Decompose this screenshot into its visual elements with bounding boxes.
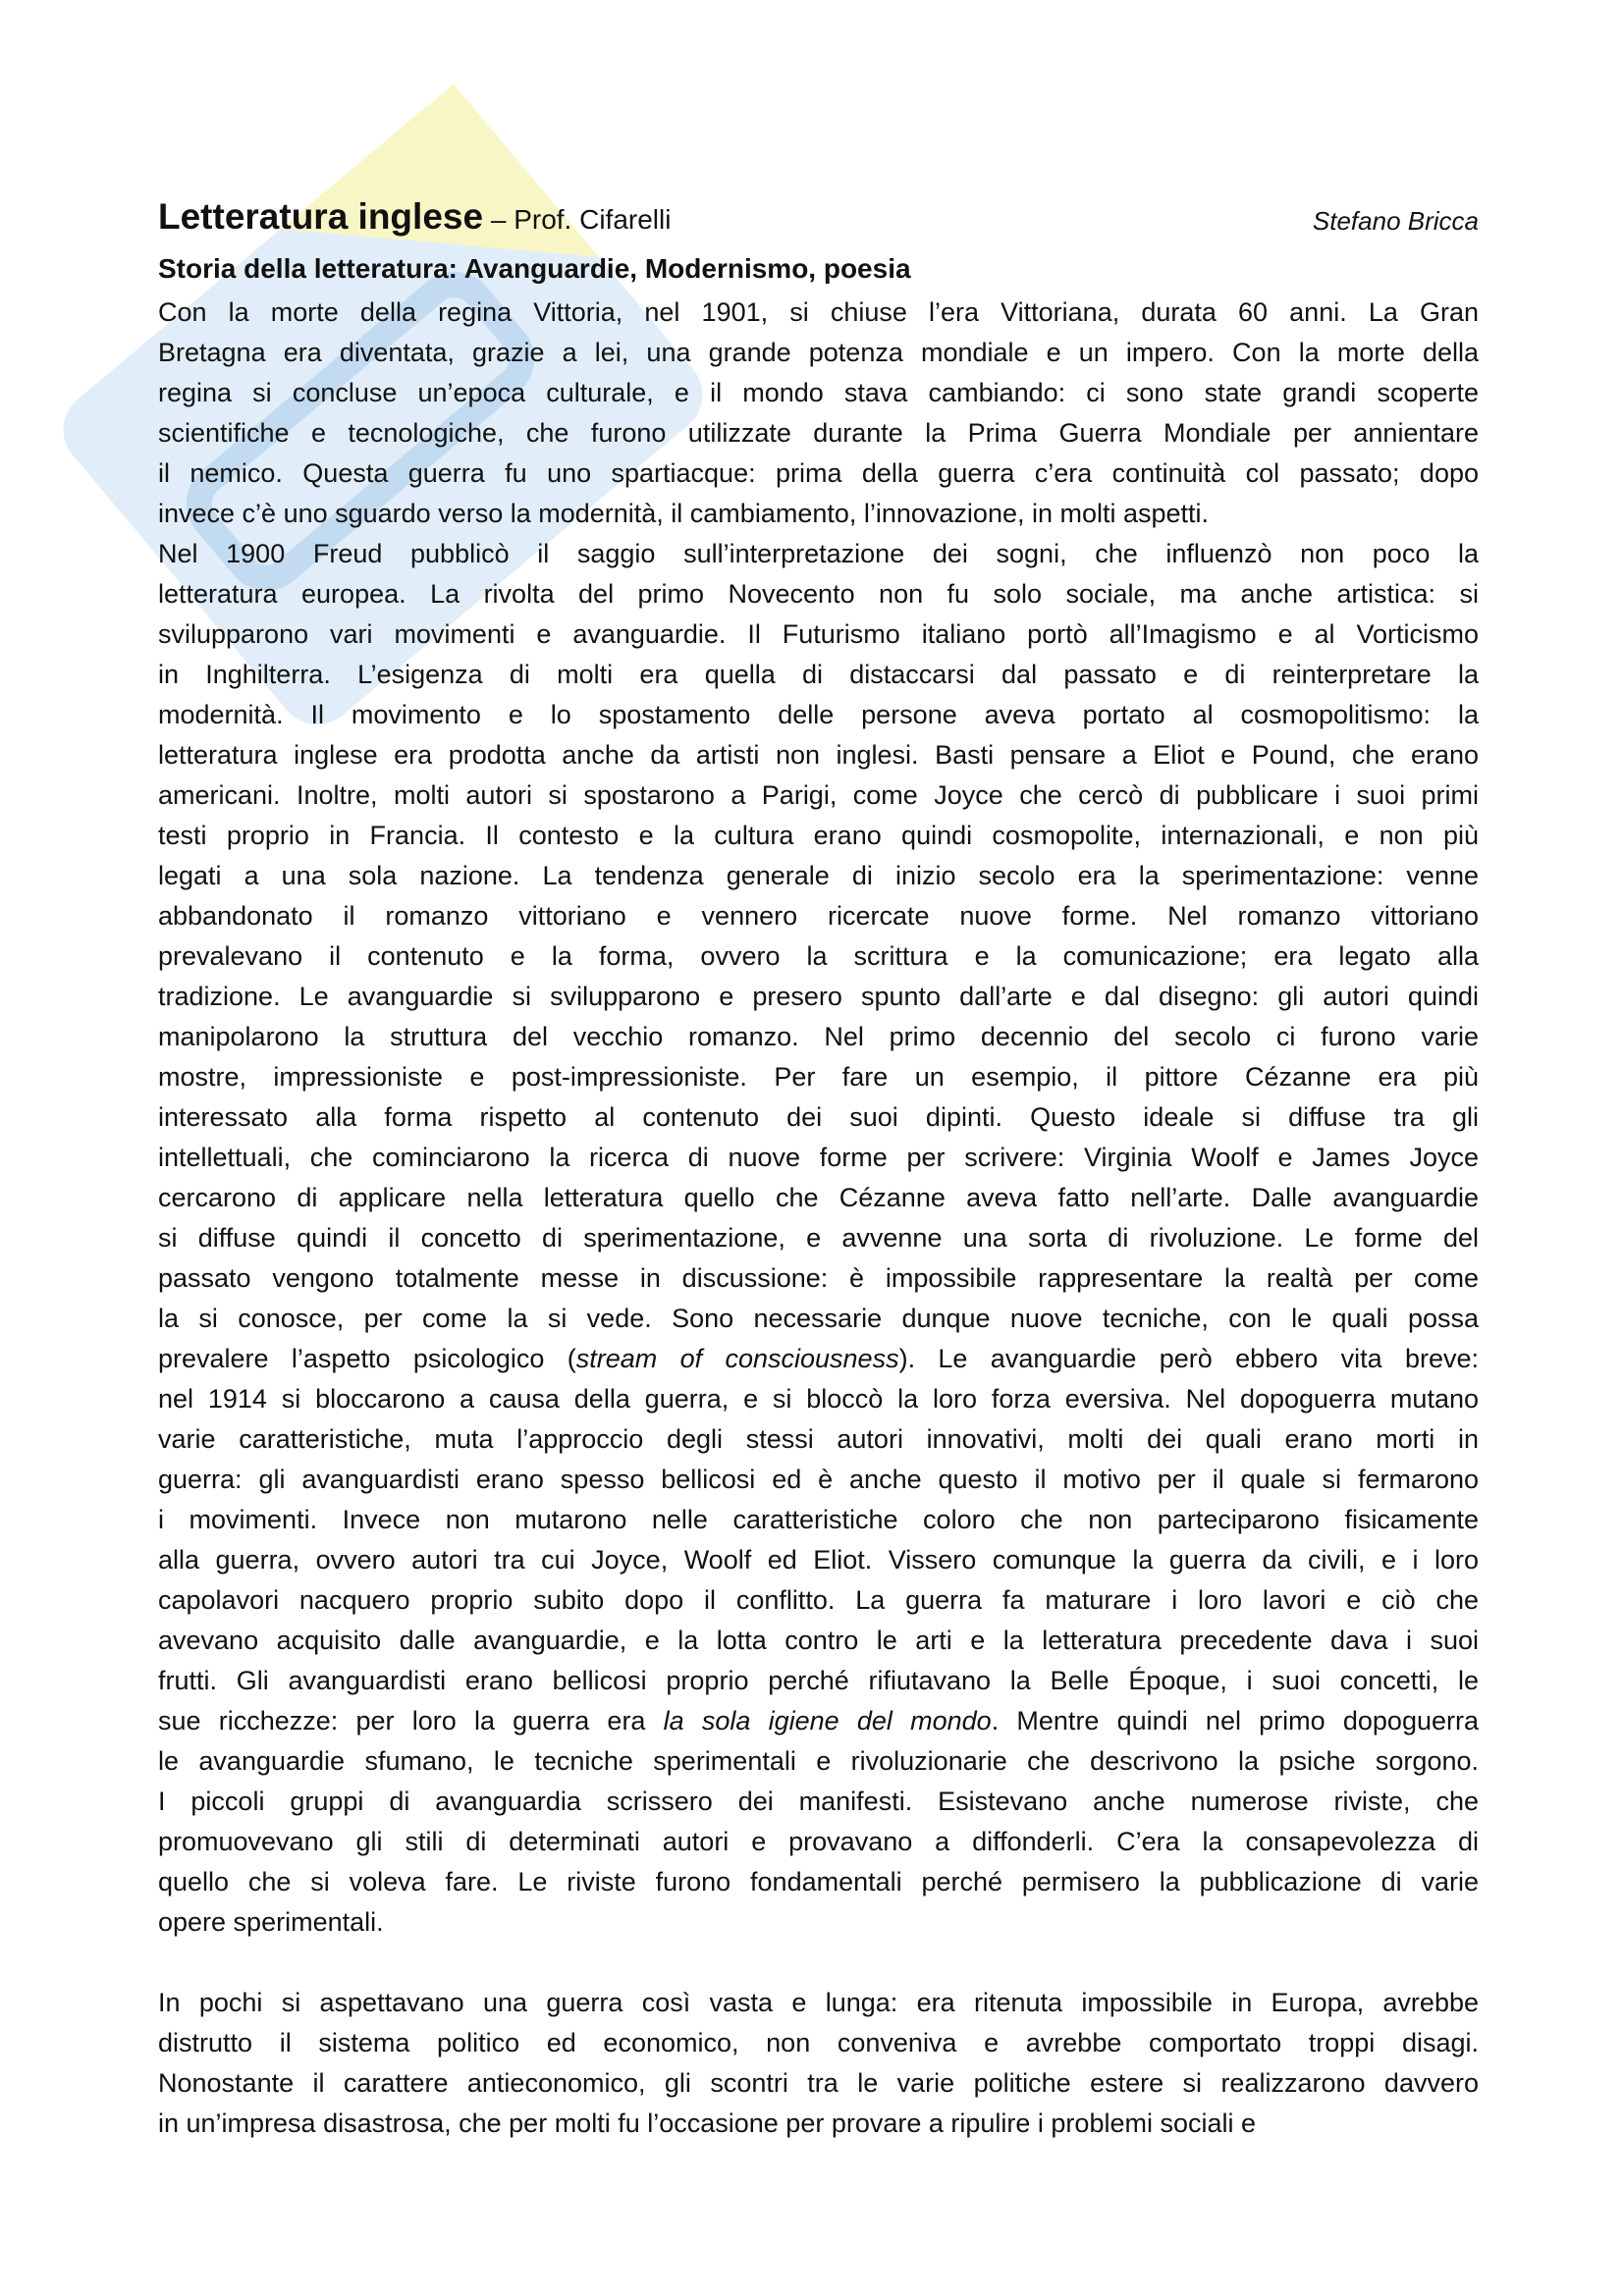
text-line bbox=[158, 1701, 1479, 1741]
text-line: alla guerra, ovvero autori tra cui Joyce, Woolf ed Eliot. Vissero comunque la guerra da civili, e i loro bbox=[158, 1545, 1479, 1575]
text-segment: . Mentre quindi nel primo dopoguerra bbox=[991, 1706, 1479, 1735]
text-line: nel 1914 si bloccarono a causa della guerra, e si bloccò la loro forza eversiva. Nel dopoguerra mutano bbox=[158, 1384, 1479, 1414]
text-line: prevalevano il contenuto e la forma, ovvero la scrittura e la comunicazione; era legato alla bbox=[158, 941, 1479, 971]
text-line: regina si concluse un’epoca culturale, e il mondo stava cambiando: ci sono state grandi scoperte bbox=[158, 378, 1479, 407]
text-line: opere sperimentali. bbox=[158, 1907, 384, 1937]
text-line: distrutto il sistema politico ed economico, non conveniva e avrebbe comportato troppi disagi. bbox=[158, 2028, 1479, 2057]
text-line: invece c’è uno sguardo verso la modernità, il cambiamento, l’innovazione, in molti aspetti. bbox=[158, 499, 1210, 528]
document-body bbox=[158, 293, 1479, 2144]
text-line: interessato alla forma rispetto al contenuto dei suoi dipinti. Questo ideale si diffuse tra gli bbox=[158, 1102, 1479, 1132]
text-line: guerra: gli avanguardisti erano spesso bellicosi ed è anche questo il motivo per il quale si fermarono bbox=[158, 1465, 1479, 1494]
text-line: in Inghilterra. L’esigenza di molti era quella di distaccarsi dal passato e di reinterpretare la bbox=[158, 660, 1479, 689]
text-line: scientifiche e tecnologiche, che furono utilizzate durante la Prima Guerra Mondiale per annientare bbox=[158, 418, 1479, 448]
text-line: testi proprio in Francia. Il contesto e la cultura erano quindi cosmopolite, internazionali, e non più bbox=[158, 821, 1479, 850]
text-line: passato vengono totalmente messe in discussione: è impossibile rappresentare la realtà per come bbox=[158, 1263, 1479, 1293]
text-line: i movimenti. Invece non mutarono nelle caratteristiche coloro che non parteciparono fisicamente bbox=[158, 1505, 1479, 1534]
section-title: Storia della letteratura: Avanguardie, Modernismo, poesia bbox=[158, 253, 911, 284]
text-segment: prevalere l’aspetto psicologico ( bbox=[158, 1344, 576, 1373]
text-line bbox=[158, 1339, 1479, 1379]
text-line: promuovevano gli stili di determinati autori e provavano a diffonderli. C’era la consapevolezza di bbox=[158, 1827, 1479, 1856]
professor-name: – Prof. Cifarelli bbox=[483, 204, 672, 235]
text-line: letteratura europea. La rivolta del primo Novecento non fu solo sociale, ma anche artistica: si bbox=[158, 579, 1479, 609]
text-segment: sue ricchezze: per loro la guerra era bbox=[158, 1706, 664, 1735]
text-line: frutti. Gli avanguardisti erano bellicosi proprio perché rifiutavano la Belle Époque, i suoi concetti, le bbox=[158, 1666, 1479, 1695]
text-line: Con la morte della regina Vittoria, nel 1901, si chiuse l’era Vittoriana, durata 60 anni. La Gran bbox=[158, 297, 1479, 327]
text-line: modernità. Il movimento e lo spostamento delle persone aveva portato al cosmopolitismo: la bbox=[158, 700, 1479, 729]
text-line: cercarono di applicare nella letteratura quello che Cézanne aveva fatto nell’arte. Dalle avanguardie bbox=[158, 1183, 1479, 1212]
text-segment: ). Le avanguardie però ebbero vita breve: bbox=[898, 1344, 1479, 1373]
text-line: il nemico. Questa guerra fu uno spartiacque: prima della guerra c’era continuità col passato; dopo bbox=[158, 458, 1479, 488]
italic-phrase: la sola igiene del mondo bbox=[663, 1706, 992, 1735]
text-line: Nel 1900 Freud pubblicò il saggio sull’interpretazione dei sogni, che influenzò non poco la bbox=[158, 539, 1479, 568]
paragraph-spacer bbox=[158, 1943, 1479, 1983]
text-line: tradizione. Le avanguardie si svilupparono e presero spunto dall’arte e dal disegno: gli autori quindi bbox=[158, 982, 1479, 1011]
text-line: Bretagna era diventata, grazie a lei, una grande potenza mondiale e un impero. Con la morte della bbox=[158, 338, 1479, 367]
document-title bbox=[158, 196, 671, 238]
text-line: si diffuse quindi il concetto di sperimentazione, e avvenne una sorta di rivoluzione. Le forme del bbox=[158, 1223, 1479, 1253]
text-line: mostre, impressioniste e post-impressioniste. Per fare un esempio, il pittore Cézanne era più bbox=[158, 1062, 1479, 1092]
document-header bbox=[158, 196, 1479, 245]
text-line: In pochi si aspettavano una guerra così vasta e lunga: era ritenuta impossibile in Europa, avrebbe bbox=[158, 1988, 1479, 2017]
text-line: le avanguardie sfumano, le tecniche sperimentali e rivoluzionarie che descrivono la psiche sorgono. bbox=[158, 1746, 1479, 1776]
text-line: americani. Inoltre, molti autori si spostarono a Parigi, come Joyce che cercò di pubblicare i suoi primi bbox=[158, 780, 1479, 810]
text-line: letteratura inglese era prodotta anche da artisti non inglesi. Basti pensare a Eliot e Pound, che erano bbox=[158, 740, 1479, 770]
text-line: svilupparono vari movimenti e avanguardie. Il Futurismo italiano portò all’Imagismo e al Vorticismo bbox=[158, 619, 1479, 649]
text-line: in un’impresa disastrosa, che per molti fu l’occasione per provare a ripulire i problemi sociali e bbox=[158, 2109, 1257, 2138]
course-title: Letteratura inglese bbox=[158, 196, 484, 237]
text-line: capolavori nacquero proprio subito dopo il conflitto. La guerra fa maturare i loro lavori e ciò che bbox=[158, 1585, 1479, 1615]
text-line: Nonostante il carattere antieconomico, gli scontri tra le varie politiche estere si realizzarono davvero bbox=[158, 2068, 1479, 2098]
text-line: I piccoli gruppi di avanguardia scrissero dei manifesti. Esistevano anche numerose riviste, che bbox=[158, 1787, 1479, 1816]
text-line: avevano acquisito dalle avanguardie, e la lotta contro le arti e la letteratura precedente dava i suoi bbox=[158, 1626, 1479, 1655]
text-line: legati a una sola nazione. La tendenza generale di inizio secolo era la sperimentazione: venne bbox=[158, 861, 1479, 890]
text-line: varie caratteristiche, muta l’approccio degli stessi autori innovativi, molti dei quali erano morti in bbox=[158, 1424, 1479, 1454]
italic-phrase: stream of consciousness bbox=[575, 1344, 899, 1373]
author-name: Stefano Bricca bbox=[1312, 206, 1479, 236]
text-line: abbandonato il romanzo vittoriano e vennero ricercate nuove forme. Nel romanzo vittoriano bbox=[158, 901, 1479, 931]
text-line: la si conosce, per come la si vede. Sono necessarie dunque nuove tecniche, con le quali possa bbox=[158, 1304, 1479, 1333]
text-line: manipolarono la struttura del vecchio romanzo. Nel primo decennio del secolo ci furono varie bbox=[158, 1022, 1479, 1051]
text-line: intellettuali, che cominciarono la ricerca di nuove forme per scrivere: Virginia Woolf e James Joyce bbox=[158, 1143, 1479, 1172]
text-line: quello che si voleva fare. Le riviste furono fondamentali perché permisero la pubblicazione di varie bbox=[158, 1867, 1479, 1896]
